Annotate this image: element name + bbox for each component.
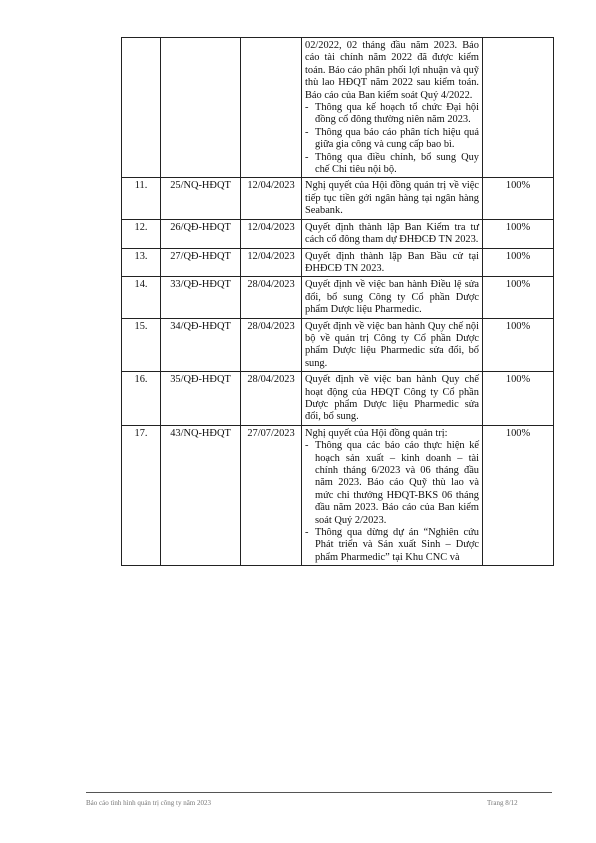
content-bullet: - Thông qua các báo cáo thực hiện kế hoạch sản xuất – kinh doanh – tài chính tháng 6/2023 và 06 tháng đầu năm 2023. Báo cáo Quỹ thù lao và mức chi thưởng HĐQT-BKS 06 tháng đầu năm 2023. Báo cáo của Ban kiểm soát Quý 2/2023. [305, 440, 479, 527]
approval-rate: 100% [483, 219, 554, 248]
document-code: 33/QĐ-HĐQT [161, 277, 241, 318]
table-row [122, 178, 554, 219]
content-paragraph: Quyết định về việc ban hành Điều lệ sửa đổi, bổ sung Công ty Cổ phần Dược phẩm Dược liệu Pharmedic. [305, 279, 479, 316]
table-row [122, 248, 554, 277]
row-number: 14. [122, 277, 161, 318]
content-paragraph: Quyết định về việc ban hành Quy chế hoạt động của HĐQT Công ty Cổ phần Dược phẩm Dược liệu Pharmedic sửa đổi, bổ sung. [305, 374, 479, 423]
document-code: 34/QĐ-HĐQT [161, 318, 241, 372]
content-bullet: - Thông qua dừng dự án “Nghiên cứu Phát triển và Sản xuất Sinh – Dược phẩm Pharmedic” tại Khu CNC và [305, 527, 479, 564]
document-date: 12/04/2023 [241, 178, 302, 219]
document-content [302, 425, 483, 565]
approval-rate [483, 38, 554, 178]
document-date: 28/04/2023 [241, 372, 302, 426]
content-paragraph: Quyết định thành lập Ban Bầu cử tại ĐHĐCĐ TN 2023. [305, 250, 479, 274]
content-paragraph: Quyết định về việc ban hành Quy chế nội bộ về quản trị Công ty Cổ phần Dược phẩm Dược liệu Pharmedic sửa đổi, bổ sung. [305, 320, 479, 369]
approval-rate: 100% [483, 248, 554, 277]
document-content [302, 372, 483, 426]
row-number: 17. [122, 425, 161, 565]
footer-divider [86, 792, 552, 793]
document-content [302, 178, 483, 219]
row-number: 16. [122, 372, 161, 426]
approval-rate: 100% [483, 425, 554, 565]
table-row [122, 318, 554, 372]
approval-rate: 100% [483, 318, 554, 372]
content-paragraph: Nghị quyết của Hội đồng quản trị: [305, 427, 448, 439]
table-row [122, 425, 554, 565]
content-bullet: - Thông qua điều chỉnh, bổ sung Quy chế Chi tiêu nội bộ. [305, 152, 479, 177]
document-date: 12/04/2023 [241, 219, 302, 248]
document-code: 35/QĐ-HĐQT [161, 372, 241, 426]
document-date: 27/07/2023 [241, 425, 302, 565]
row-number: 11. [122, 178, 161, 219]
document-code: 25/NQ-HĐQT [161, 178, 241, 219]
table-row [122, 38, 554, 178]
document-content [302, 248, 483, 277]
table-row [122, 219, 554, 248]
table-row [122, 372, 554, 426]
approval-rate: 100% [483, 178, 554, 219]
content-paragraph: 02/2022, 02 tháng đầu năm 2023. Báo cáo tài chính năm 2022 đã được kiểm toán. Báo cáo phân phối lợi nhuận và quỹ thù lao HĐQT năm 2022 sau kiểm toán. Báo cáo của Ban kiểm soát Quý 4/2022. [305, 40, 479, 101]
document-content [302, 38, 483, 178]
document-content [302, 318, 483, 372]
approval-rate: 100% [483, 372, 554, 426]
footer-report-title: Báo cáo tình hình quản trị công ty năm 2023 [86, 799, 212, 807]
document-date: 28/04/2023 [241, 277, 302, 318]
row-number: 12. [122, 219, 161, 248]
document-code [161, 38, 241, 178]
content-paragraph: Nghị quyết của Hội đồng quản trị về việc tiếp tục tiền gởi ngân hàng tại ngân hàng Seabank. [305, 180, 479, 217]
content-bullet: - Thông qua báo cáo phân tích hiệu quả giữa gia công và cung cấp bao bì. [305, 127, 479, 152]
document-code: 26/QĐ-HĐQT [161, 219, 241, 248]
content-paragraph: Quyết định thành lập Ban Kiểm tra tư cách cổ đông tham dự ĐHĐCĐ TN 2023. [305, 221, 479, 246]
approval-rate: 100% [483, 277, 554, 318]
document-date [241, 38, 302, 178]
resolutions-table-body [122, 38, 554, 566]
document-code: 27/QĐ-HĐQT [161, 248, 241, 277]
footer-page-number: Trang 8/12 [487, 799, 518, 807]
document-content [302, 277, 483, 318]
document-date: 28/04/2023 [241, 318, 302, 372]
resolutions-table [121, 37, 554, 566]
row-number [122, 38, 161, 178]
document-code: 43/NQ-HĐQT [161, 425, 241, 565]
content-bullet: - Thông qua kế hoạch tổ chức Đại hội đồng cổ đông thường niên năm 2023. [305, 102, 479, 127]
table-row [122, 277, 554, 318]
document-date: 12/04/2023 [241, 248, 302, 277]
document-content [302, 219, 483, 248]
row-number: 15. [122, 318, 161, 372]
row-number: 13. [122, 248, 161, 277]
